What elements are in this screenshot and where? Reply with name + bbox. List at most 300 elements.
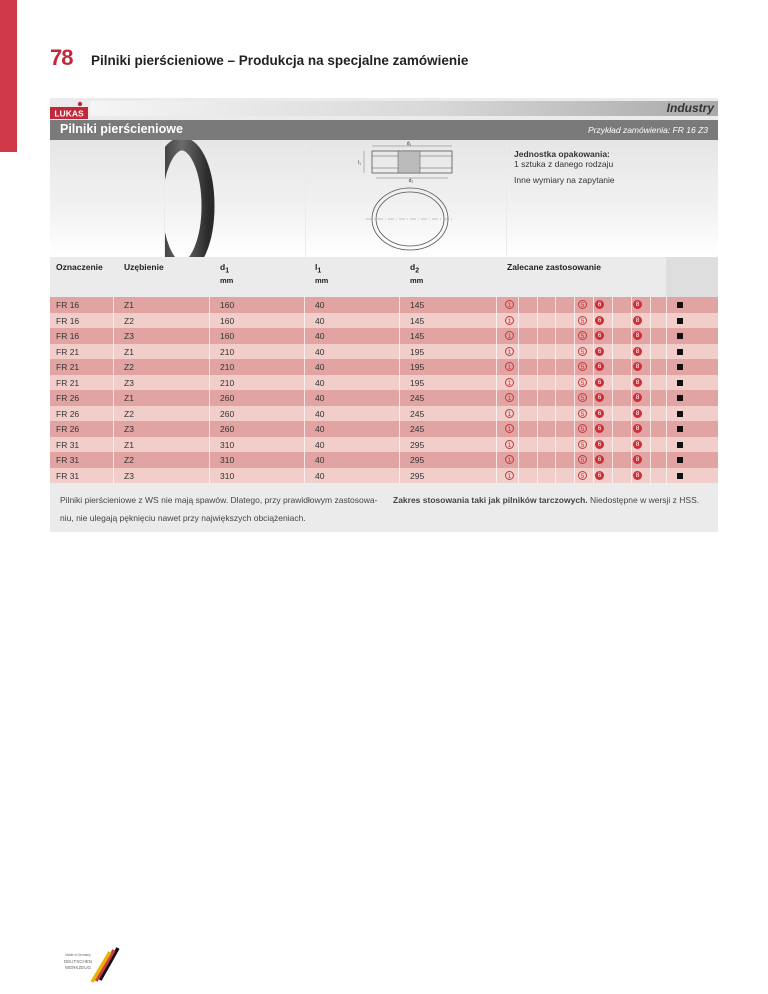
cell-uz: Z1 [124, 393, 134, 403]
cell-divider [496, 452, 497, 468]
application-icon-1: 1 [505, 300, 514, 309]
cell-uz: Z1 [124, 300, 134, 310]
cell-divider [113, 375, 114, 391]
availability-mark [677, 318, 683, 324]
application-icon-6: 6 [595, 455, 604, 464]
table-row [50, 421, 718, 437]
unit-d1: mm [220, 276, 234, 285]
cell-d2: 145 [410, 331, 425, 341]
cell-l1: 40 [315, 331, 325, 341]
cell-divider [518, 297, 519, 313]
application-icon-6: 6 [595, 440, 604, 449]
cell-divider [113, 297, 114, 313]
cell-divider [555, 406, 556, 422]
cell-divider [593, 297, 594, 313]
cell-d1: 260 [220, 393, 235, 403]
cell-divider [113, 421, 114, 437]
cell-divider [631, 406, 632, 422]
cell-divider [518, 452, 519, 468]
packaging-line-2: Inne wymiary na zapytanie [514, 175, 615, 185]
cell-divider [113, 359, 114, 375]
german-tools-badge [60, 944, 120, 984]
availability-mark [677, 395, 683, 401]
cell-divider [209, 406, 210, 422]
application-icon-8: 8 [633, 378, 642, 387]
cell-d1: 210 [220, 346, 235, 357]
cell-divider [518, 359, 519, 375]
cell-divider [518, 421, 519, 437]
cell-l1: 40 [315, 408, 325, 419]
cell-divider [399, 421, 400, 437]
cell-divider [399, 313, 400, 329]
availability-mark [677, 349, 683, 355]
cell-divider [555, 328, 556, 344]
availability-mark [677, 426, 683, 432]
cell-divider [631, 328, 632, 344]
table-row [50, 452, 718, 468]
cell-divider [612, 406, 613, 422]
cell-divider [537, 468, 538, 484]
cell-divider [612, 452, 613, 468]
cell-divider [537, 390, 538, 406]
availability-mark [677, 457, 683, 463]
cell-divider [209, 390, 210, 406]
cell-uz: Z1 [124, 346, 134, 357]
cell-divider [666, 390, 667, 406]
cell-divider [650, 406, 651, 422]
cell-divider [209, 328, 210, 344]
header-d1: $d_1$ [220, 262, 230, 275]
table-row [50, 375, 718, 391]
application-icon-8: 8 [633, 471, 642, 480]
cell-divider [574, 297, 575, 313]
application-icon-6: 6 [595, 331, 604, 340]
cell-divider [555, 297, 556, 313]
cell-divider [304, 452, 305, 468]
application-icon-8: 8 [633, 362, 642, 371]
cell-uz: Z2 [124, 362, 134, 372]
cell-divider [399, 344, 400, 360]
application-icon-8: 8 [633, 440, 642, 449]
cell-divider [631, 421, 632, 437]
cell-divider [209, 359, 210, 375]
cell-l1: 40 [315, 362, 325, 372]
ring-file-photo [165, 140, 305, 257]
cell-d1: 310 [220, 470, 235, 481]
availability-mark [677, 364, 683, 370]
cell-divider [555, 344, 556, 360]
cell-divider [399, 359, 400, 375]
application-icon-5: 5 [578, 300, 587, 309]
cell-divider [537, 375, 538, 391]
cell-uz: Z1 [124, 439, 134, 450]
cell-divider [666, 328, 667, 344]
cell-divider [650, 468, 651, 484]
cell-l1: 40 [315, 315, 325, 326]
cell-divider [209, 468, 210, 484]
cell-divider [612, 344, 613, 360]
availability-mark [677, 380, 683, 386]
cell-divider [650, 375, 651, 391]
cell-divider [666, 437, 667, 453]
cell-divider [574, 390, 575, 406]
diagram-cell [306, 140, 506, 257]
cell-d2: 145 [410, 315, 425, 326]
application-icon-8: 8 [633, 409, 642, 418]
application-icon-1: 1 [505, 471, 514, 480]
cell-divider [496, 313, 497, 329]
application-icon-6: 6 [595, 471, 604, 480]
cell-divider [650, 452, 651, 468]
application-icon-1: 1 [505, 378, 514, 387]
cell-divider [574, 437, 575, 453]
cell-divider [399, 468, 400, 484]
cell-divider [399, 437, 400, 453]
product-table-body [50, 297, 718, 483]
cell-divider [666, 406, 667, 422]
image-cell [50, 140, 164, 257]
cell-divider [537, 421, 538, 437]
application-icon-6: 6 [595, 347, 604, 356]
application-icon-5: 5 [578, 393, 587, 402]
cell-divider [518, 328, 519, 344]
cell-divider [518, 406, 519, 422]
cell-divider [650, 390, 651, 406]
cell-divider [666, 421, 667, 437]
application-icon-1: 1 [505, 331, 514, 340]
cell-divider [631, 375, 632, 391]
cell-divider [650, 421, 651, 437]
cell-l1: 40 [315, 393, 325, 403]
cell-divider [593, 359, 594, 375]
cell-divider [304, 359, 305, 375]
cell-l1: 40 [315, 424, 325, 434]
cell-uz: Z3 [124, 377, 134, 388]
availability-mark [677, 442, 683, 448]
cell-divider [666, 375, 667, 391]
application-icon-5: 5 [578, 378, 587, 387]
application-icon-1: 1 [505, 455, 514, 464]
label-l1: l₁ [358, 160, 361, 166]
application-icon-5: 5 [578, 455, 587, 464]
application-icon-1: 1 [505, 347, 514, 356]
cell-l1: 40 [315, 377, 325, 388]
packaging-heading: Jednostka opakowania: [514, 149, 610, 159]
cell-l1: 40 [315, 470, 325, 481]
cell-uz: Z3 [124, 424, 134, 434]
application-icon-1: 1 [505, 440, 514, 449]
availability-mark [677, 302, 683, 308]
header-shade-cell [666, 257, 718, 297]
cell-divider [593, 452, 594, 468]
cell-divider [496, 328, 497, 344]
cell-divider [612, 421, 613, 437]
cell-divider [113, 452, 114, 468]
application-icon-8: 8 [633, 331, 642, 340]
cell-divider [666, 344, 667, 360]
cell-divider [631, 390, 632, 406]
availability-mark [677, 473, 683, 479]
cell-divider [631, 452, 632, 468]
application-icon-6: 6 [595, 393, 604, 402]
cell-divider [574, 313, 575, 329]
availability-mark [677, 333, 683, 339]
cell-divider [304, 328, 305, 344]
application-icon-6: 6 [595, 316, 604, 325]
note-right: Zakres stosowania taki jak pilników tarczowych. Niedostępne w wersji z HSS. [393, 495, 700, 505]
cell-d2: 295 [410, 439, 425, 450]
cell-d1: 260 [220, 424, 235, 434]
cell-divider [574, 328, 575, 344]
cell-divider [574, 359, 575, 375]
cell-divider [113, 344, 114, 360]
technical-drawing [306, 140, 506, 257]
cell-divider [593, 437, 594, 453]
cell-d1: 310 [220, 455, 235, 465]
cell-divider [631, 297, 632, 313]
cell-divider [631, 437, 632, 453]
cell-divider [304, 437, 305, 453]
table-row [50, 313, 718, 329]
cell-d2: 195 [410, 346, 425, 357]
cell-divider [612, 375, 613, 391]
table-row [50, 390, 718, 406]
cell-divider [399, 406, 400, 422]
cell-divider [518, 344, 519, 360]
cell-divider [555, 313, 556, 329]
cell-divider [650, 437, 651, 453]
cell-divider [666, 297, 667, 313]
cell-divider [518, 313, 519, 329]
cell-divider [209, 375, 210, 391]
application-icon-1: 1 [505, 362, 514, 371]
cell-divider [113, 328, 114, 344]
cell-uz: Z2 [124, 408, 134, 419]
cell-d2: 195 [410, 362, 425, 372]
cell-divider [612, 328, 613, 344]
cell-divider [593, 406, 594, 422]
application-icon-8: 8 [633, 316, 642, 325]
page-title: Pilniki pierścieniowe – Produkcja na specjalne zamówienie [91, 53, 469, 68]
application-icon-8: 8 [633, 347, 642, 356]
cell-oz: FR 16 [56, 315, 80, 326]
label-d1: d₁ [406, 141, 412, 147]
cell-l1: 40 [315, 455, 325, 465]
cell-oz: FR 26 [56, 424, 80, 434]
cell-d2: 295 [410, 455, 425, 465]
cell-divider [209, 313, 210, 329]
label-d2: d₂ [408, 178, 414, 184]
cell-divider [209, 437, 210, 453]
cell-divider [113, 437, 114, 453]
application-icon-1: 1 [505, 424, 514, 433]
cell-divider [113, 468, 114, 484]
cell-divider [304, 468, 305, 484]
cell-divider [555, 390, 556, 406]
section-title: Pilniki pierścieniowe [60, 122, 183, 136]
packaging-line-1: 1 sztuka z danego rodzaju [514, 159, 614, 169]
cell-divider [555, 468, 556, 484]
application-icon-5: 5 [578, 347, 587, 356]
cell-divider [518, 375, 519, 391]
header-teeth: Uzębienie [124, 262, 164, 272]
cell-divider [209, 452, 210, 468]
cell-divider [496, 375, 497, 391]
cell-d1: 260 [220, 408, 235, 419]
cell-divider [631, 344, 632, 360]
cell-divider [304, 297, 305, 313]
cell-divider [612, 359, 613, 375]
cell-d2: 245 [410, 408, 425, 419]
cell-divider [537, 344, 538, 360]
cell-divider [113, 406, 114, 422]
cell-divider [574, 406, 575, 422]
cell-d2: 295 [410, 470, 425, 481]
cell-divider [555, 421, 556, 437]
cell-l1: 40 [315, 300, 325, 310]
cell-d1: 210 [220, 377, 235, 388]
application-icon-1: 1 [505, 393, 514, 402]
cell-divider [304, 421, 305, 437]
cell-divider [496, 359, 497, 375]
cell-divider [593, 313, 594, 329]
header-application: Zalecane zastosowanie [507, 262, 602, 272]
svg-text:DEUTSCHEN: DEUTSCHEN [63, 959, 93, 964]
cell-divider [496, 468, 497, 484]
cell-divider [666, 468, 667, 484]
cell-divider [612, 313, 613, 329]
cell-divider [537, 359, 538, 375]
application-icon-5: 5 [578, 440, 587, 449]
application-icon-1: 1 [505, 409, 514, 418]
industry-band [90, 101, 718, 116]
cell-divider [574, 452, 575, 468]
cell-divider [666, 313, 667, 329]
cell-oz: FR 26 [56, 393, 80, 403]
cell-divider [650, 344, 651, 360]
cell-uz: Z2 [124, 315, 134, 326]
cell-divider [612, 390, 613, 406]
order-example: Przykład zamówienia: FR 16 Z3 [588, 125, 708, 135]
cell-divider [209, 297, 210, 313]
cell-oz: FR 31 [56, 439, 80, 450]
cell-d2: 195 [410, 377, 425, 388]
application-icon-6: 6 [595, 424, 604, 433]
table-row [50, 328, 718, 344]
cell-divider [399, 390, 400, 406]
cell-divider [537, 406, 538, 422]
cell-divider [537, 437, 538, 453]
cell-oz: FR 31 [56, 455, 80, 465]
table-row [50, 297, 718, 313]
photo-cell [165, 140, 305, 257]
cell-divider [399, 375, 400, 391]
cell-divider [555, 359, 556, 375]
cell-divider [537, 297, 538, 313]
cell-d1: 210 [220, 362, 235, 372]
cell-divider [574, 375, 575, 391]
cell-uz: Z3 [124, 331, 134, 341]
cell-d1: 160 [220, 300, 235, 310]
application-icon-6: 6 [595, 378, 604, 387]
industry-label: Industry [666, 101, 714, 115]
application-icon-8: 8 [633, 393, 642, 402]
svg-text:Made in Germany: Made in Germany [65, 953, 91, 957]
cell-divider [593, 421, 594, 437]
application-icon-6: 6 [595, 300, 604, 309]
application-icon-5: 5 [578, 316, 587, 325]
application-icon-6: 6 [595, 362, 604, 371]
cell-divider [593, 344, 594, 360]
cell-divider [496, 344, 497, 360]
table-row [50, 437, 718, 453]
application-icon-5: 5 [578, 471, 587, 480]
cell-divider [113, 390, 114, 406]
cell-divider [304, 375, 305, 391]
cell-divider [496, 406, 497, 422]
cell-divider [555, 452, 556, 468]
cell-d1: 160 [220, 315, 235, 326]
cell-divider [612, 437, 613, 453]
cell-oz: FR 16 [56, 300, 80, 310]
cell-divider [666, 359, 667, 375]
cell-uz: Z2 [124, 455, 134, 465]
cell-divider [612, 468, 613, 484]
cell-divider [496, 297, 497, 313]
cell-divider [209, 421, 210, 437]
cell-divider [593, 390, 594, 406]
cell-oz: FR 16 [56, 331, 80, 341]
cell-divider [574, 421, 575, 437]
cell-oz: FR 31 [56, 470, 80, 481]
cell-divider [650, 297, 651, 313]
page-number: 78 [50, 45, 73, 70]
header-d2: $d_2$ [410, 262, 420, 275]
header-designation: Oznaczenie [56, 262, 103, 272]
cell-oz: FR 21 [56, 346, 80, 357]
unit-l1: mm [315, 276, 329, 285]
cell-d1: 160 [220, 331, 235, 341]
cell-l1: 40 [315, 439, 325, 450]
cell-oz: FR 21 [56, 362, 80, 372]
cell-divider [537, 328, 538, 344]
application-icon-8: 8 [633, 300, 642, 309]
application-icon-6: 6 [595, 409, 604, 418]
cell-divider [496, 421, 497, 437]
cell-d2: 245 [410, 424, 425, 434]
cell-divider [518, 468, 519, 484]
cell-divider [593, 328, 594, 344]
cell-divider [496, 390, 497, 406]
cell-divider [612, 297, 613, 313]
cell-oz: FR 21 [56, 377, 80, 388]
cell-divider [537, 313, 538, 329]
cell-divider [631, 313, 632, 329]
cell-divider [666, 452, 667, 468]
application-icon-8: 8 [633, 455, 642, 464]
cell-divider [631, 359, 632, 375]
application-icon-1: 1 [505, 316, 514, 325]
application-icon-5: 5 [578, 424, 587, 433]
cell-divider [593, 468, 594, 484]
cell-divider [555, 375, 556, 391]
cell-divider [496, 437, 497, 453]
table-row [50, 359, 718, 375]
cell-divider [650, 313, 651, 329]
application-icon-5: 5 [578, 409, 587, 418]
cell-divider [593, 375, 594, 391]
cell-divider [650, 328, 651, 344]
